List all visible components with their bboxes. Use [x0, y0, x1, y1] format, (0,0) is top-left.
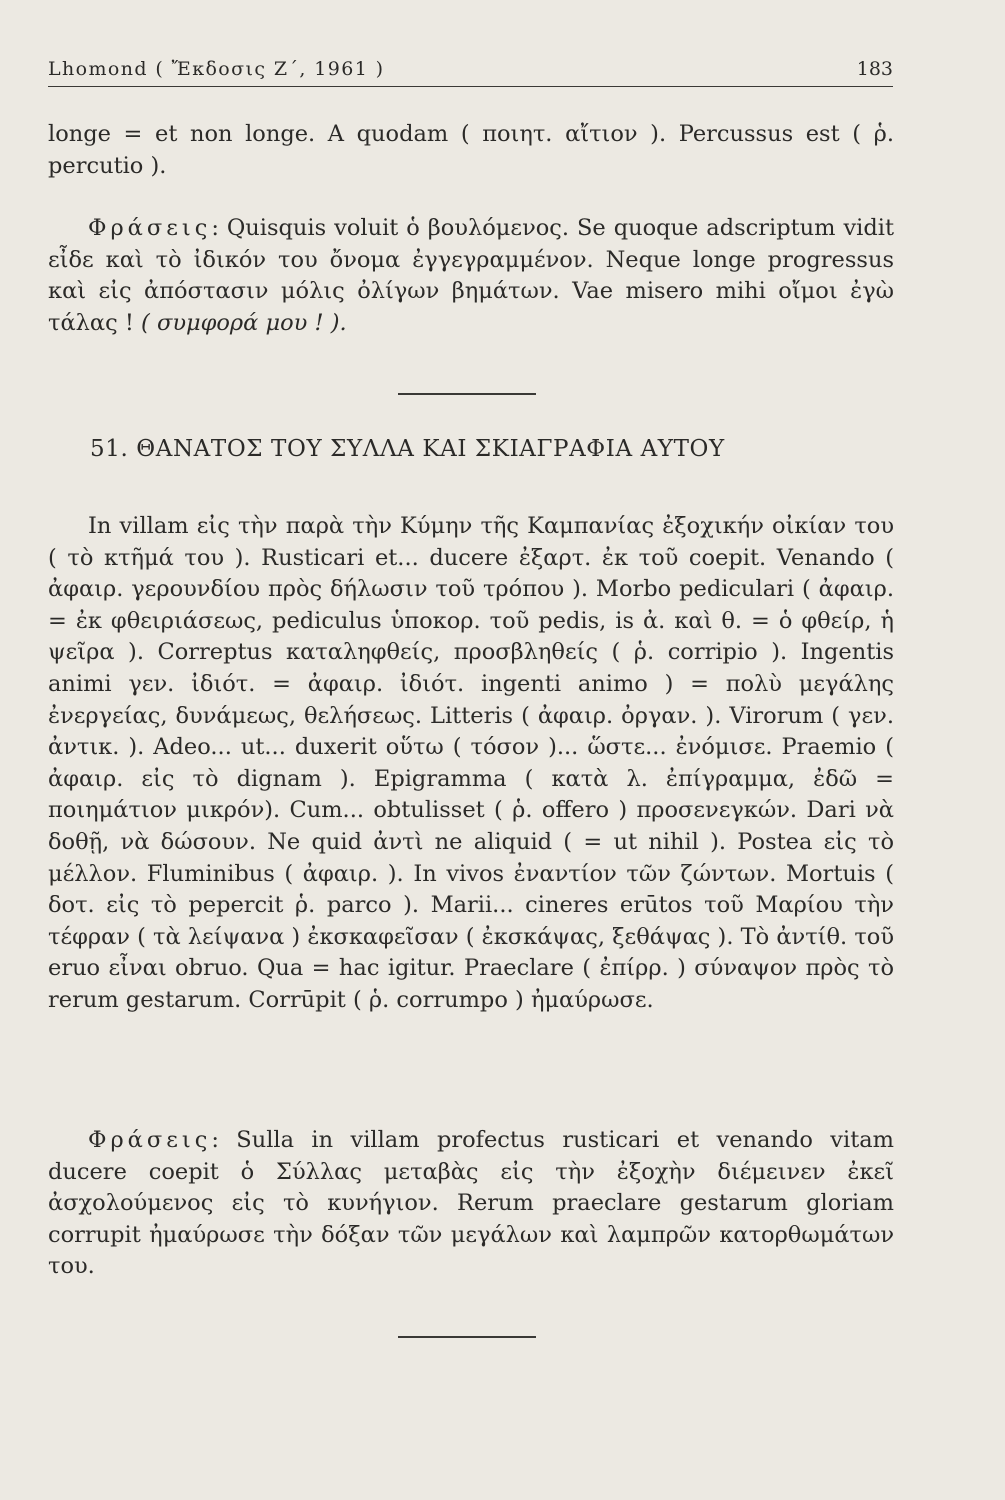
phrases-label: Φράσεις: [88, 1127, 212, 1153]
paragraph-2: [48, 213, 894, 339]
paragraph-2-italic: ( συμφορά μου ! ).: [141, 309, 347, 336]
paragraph-2-text: : Quisquis voluit ὁ βουλόμενος. Se quoque adscriptum vidit εἶδε καὶ τὸ ἰδικόν του ὄνομα ἐγγεγραμμένον. Neque longe progressus καὶ εἰς ἀπόστασιν μόλις ὀλίγων βημάτων. Vae misero mihi οἴμοι ἐγὼ τάλας !: [48, 215, 894, 336]
paragraph-1: longe = et non longe. A quodam ( ποιητ. αἴτιον ). Percussus est ( ῥ. percutio ).: [48, 121, 894, 179]
page-number: 183: [856, 58, 893, 80]
paragraph-3: In villam εἰς τὴν παρὰ τὴν Κύμην τῆς Καμπανίας ἐξοχικήν οἰκίαν του ( τὸ κτῆμά του ). Rusticari et... ducere ἐξαρτ. ἐκ τοῦ coepit. Venando ( ἀφαιρ. γερουνδίου πρὸς δήλωσιν τοῦ τρόπου ). Morbo pediculari ( ἀφαιρ. = ἐκ φθειριάσεως, pediculus ὑποκορ. τοῦ pedis, is ἀ. καὶ θ. = ὁ φθείρ, ἡ ψεῖρα ). Correptus καταληφθείς, προσβληθείς ( ῥ. corripio ). Ingentis animi γεν. ἰδιότ. = ἀφαιρ. ἰδιότ. ingenti animo ) = πολὺ μεγάλης ἐνεργείας, δυνάμεως, θελήσεως. Litteris ( ἀφαιρ. ὀργαν. ). Virorum ( γεν. ἀντικ. ). Adeo... ut... duxerit οὕτω ( τόσον )... ὥστε... ἐνόμισε. Praemio ( ἀφαιρ. εἰς τὸ dignam ). Epigramma ( κατὰ λ. ἐπίγραμμα, ἐδῶ = ποιημάτιον μικρόν). Cum... obtulisset ( ῥ. offero ) προσενεγκών. Dari νὰ δοθῇ, νὰ δώσουν. Ne quid ἀντὶ ne aliquid ( = ut nihil ). Postea εἰς τὸ μέλλον. Fluminibus ( ἀφαιρ. ). In vivos ἐναντίον τῶν ζώντων. Mortuis ( δοτ. εἰς τὸ pepercit ῥ. parco ). Marii... cineres erūtos τοῦ Μαρίου τὴν τέφραν ( τὰ λείψανα ) ἐκσκαφεῖσαν ( ἐκσκάψας, ξεθάψας ). Τὸ ἀντίθ. τοῦ eruo εἶναι obruo. Qua = hac igitur. Praeclare ( ἐπίρρ. ) σύναψον πρὸς τὸ rerum gestarum. Corrūpit ( ῥ. corrumpo ) ἠμαύρωσε.: [48, 513, 894, 1013]
header-title: Lhomond ( Ἔκδοσις Ζ΄, 1961 ): [48, 58, 385, 80]
section-title: 51. ΘΑΝΑΤΟΣ ΤΟΥ ΣΥΛΛΑ ΚΑΙ ΣΚΙΑΓΡΑΦΙΑ ΑΥΤΟΥ: [90, 436, 725, 462]
running-header: [48, 46, 893, 87]
section-divider: [398, 393, 536, 395]
end-divider: [398, 1336, 536, 1338]
paragraph-4-text: : Sulla in villam profectus rusticari et venando vitam ducere coepit ὁ Σύλλας μεταβὰς εἰς τὴν ἐξοχὴν διέμεινεν ἐκεῖ ἀσχολούμενος εἰς τὸ κυνήγιον. Rerum praeclare gestarum gloriam corrupit ἠμαύρωσε τὴν δόξαν τῶν μεγάλων καὶ λαμπρῶν κατορθωμάτων του.: [48, 1127, 894, 1280]
phrases-label: Φράσεις: [88, 215, 212, 241]
paragraph-4: [48, 1125, 894, 1283]
